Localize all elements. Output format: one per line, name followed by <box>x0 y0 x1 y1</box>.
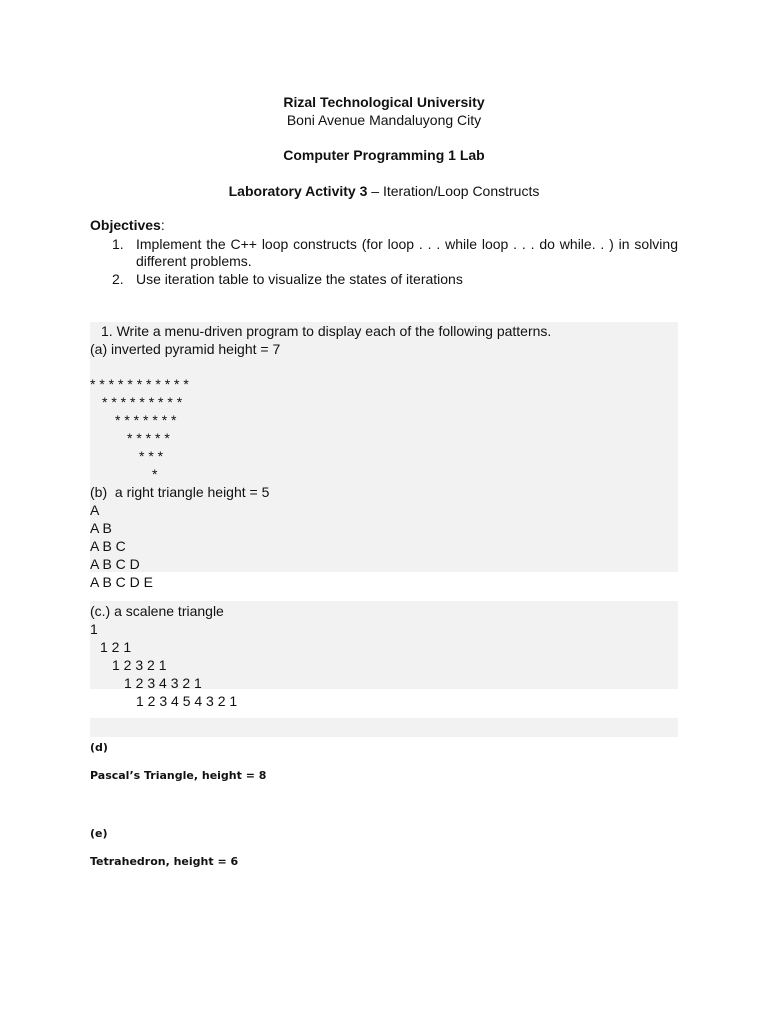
university-address: Boni Avenue Mandaluyong City <box>286 112 482 128</box>
pattern-a-row: * * * <box>139 448 164 464</box>
pattern-a-row: * * * * * * * <box>115 412 177 428</box>
pattern-b-row: A B <box>90 520 112 536</box>
shaded-block-empty <box>90 718 678 737</box>
pattern-b-row: A <box>90 502 100 518</box>
pattern-a-row: * * * * * <box>127 430 170 446</box>
course-title: Computer Programming 1 Lab <box>283 147 485 163</box>
pattern-b-label: (b) a right triangle height = 5 <box>90 484 270 500</box>
activity-title <box>0 182 768 200</box>
objective-item <box>90 271 678 288</box>
pattern-b-row: A B C <box>90 538 126 554</box>
objective-number: 2. <box>112 271 124 287</box>
pattern-b-row: A B C D <box>90 556 140 572</box>
objectives-colon: : <box>160 217 165 233</box>
pattern-b-row: A B C D E <box>90 574 154 590</box>
pattern-c-row: 1 <box>90 621 98 637</box>
pattern-c-row: 1 2 3 4 3 2 1 <box>124 675 202 691</box>
pattern-c-row: 1 2 3 2 1 <box>112 657 167 673</box>
pattern-a-row: * * * * * * * * * <box>102 394 183 410</box>
objective-number: 1. <box>112 236 124 252</box>
objective-text: Use iteration table to visualize the states of iterations <box>136 271 463 287</box>
objective-item <box>90 236 678 270</box>
pattern-a-row: * <box>152 466 158 482</box>
pattern-e-text: Tetrahedron, height = 6 <box>90 855 239 868</box>
pattern-e-label: (e) <box>90 827 108 840</box>
pattern-d-label: (d) <box>90 741 108 754</box>
pattern-a-row: * * * * * * * * * * * <box>90 376 189 392</box>
pattern-c-row: 1 2 1 <box>100 639 132 655</box>
problem-intro: 1. Write a menu-driven program to display each of the following patterns. <box>101 323 552 339</box>
objectives-heading <box>90 217 165 233</box>
pattern-a-label: (a) inverted pyramid height = 7 <box>90 341 281 357</box>
university-name: Rizal Technological University <box>283 94 485 110</box>
shaded-block-ab <box>90 322 678 572</box>
pattern-c-row: 1 2 3 4 5 4 3 2 1 <box>136 693 238 709</box>
objectives-title: Objectives <box>90 217 161 233</box>
activity-number: Laboratory Activity 3 <box>228 183 368 199</box>
objectives-list <box>90 236 678 288</box>
activity-topic: – Iteration/Loop Constructs <box>367 183 540 199</box>
pattern-d-text: Pascal’s Triangle, height = 8 <box>90 769 267 782</box>
pattern-c-label: (c.) a scalene triangle <box>90 603 224 619</box>
objective-text: Implement the C++ loop constructs (for loop . . . while loop . . . do while. . ) in solving different problems. <box>136 236 678 269</box>
